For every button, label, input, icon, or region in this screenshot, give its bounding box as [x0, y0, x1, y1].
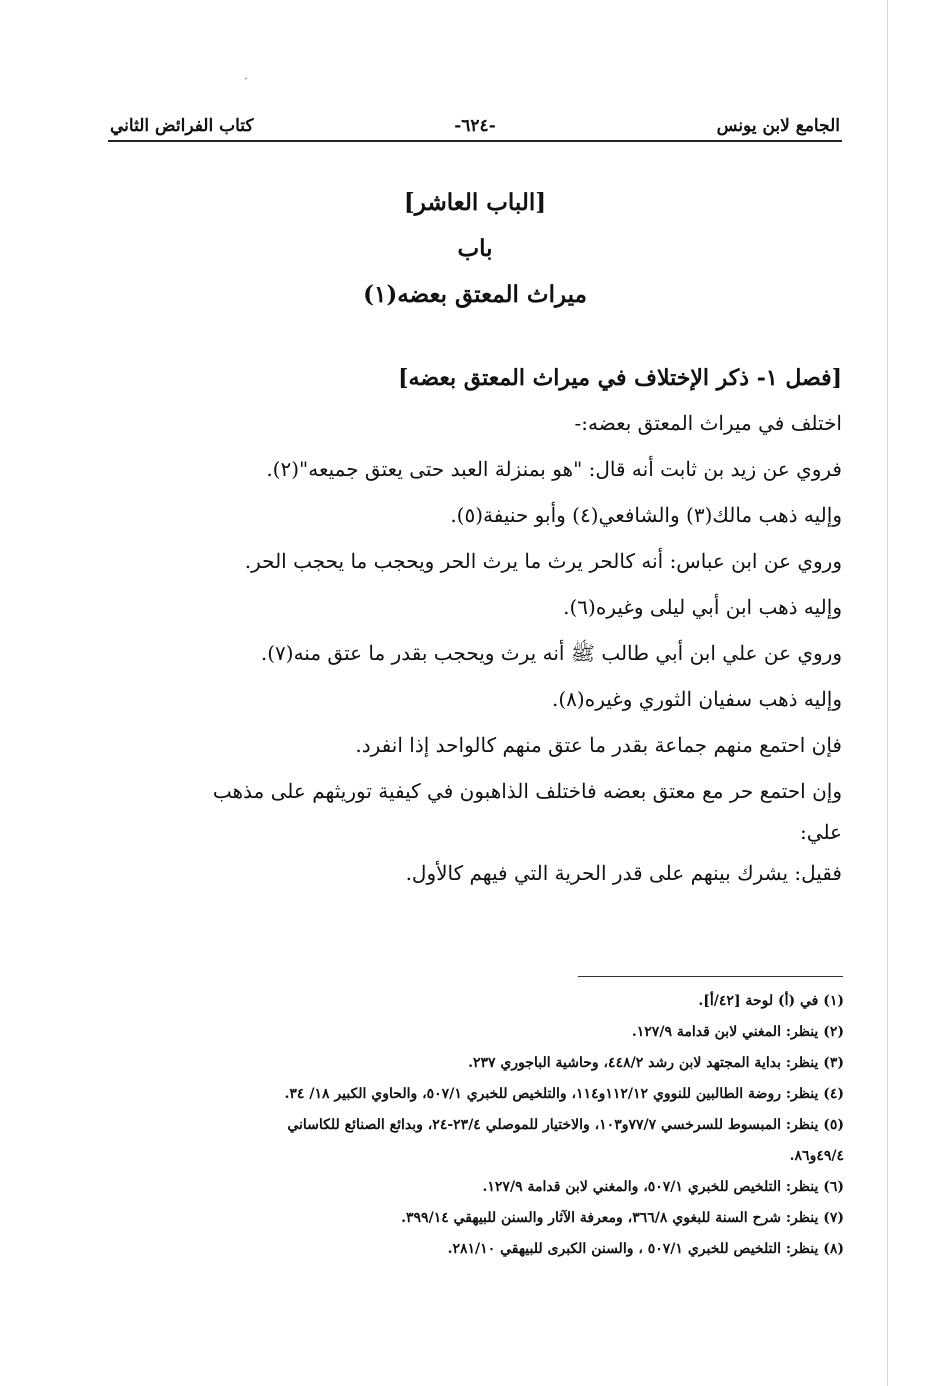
- chapter-titles: [108, 180, 842, 318]
- scan-speck: ˏ: [244, 66, 248, 80]
- footnote: (٣) ينظر: بداية المجتهد لابن رشد ٤٤٨/٢، وحاشية الباجوري ٢٣٧.: [468, 1055, 844, 1071]
- paragraph: فقيل: يشرك بينهم على قدر الحرية التي فيهم كالأول.: [405, 861, 842, 885]
- main-text: [108, 356, 842, 896]
- footnote: (٧) ينظر: شرح السنة للبغوي ٣٦٦/٨، ومعرفة الآثار والسنن للبيهقي ٣٩٩/١٤.: [401, 1210, 844, 1226]
- footnote: (٦) ينظر: التلخيص للخبري ٥٠٧/١، والمغني لابن قدامة ١٢٧/٩.: [482, 1179, 844, 1195]
- paragraph: فإن احتمع منهم جماعة بقدر ما عتق منهم كالواحد إذا انفرد.: [355, 733, 842, 757]
- paragraph: وإليه ذهب مالك(٣) والشافعي(٤) وأبو حنيفة(٥).: [450, 503, 842, 527]
- running-header: [108, 112, 842, 142]
- footnote-separator: [578, 976, 843, 977]
- paragraph: وروي عن ابن عباس: أنه كالحر يرث ما يرث الحر ويحجب ما يحجب الحر.: [244, 549, 842, 573]
- bab-title: باب: [457, 235, 493, 262]
- paragraph: وروي عن علي ابن أبي طالب ﷺ أنه يرث ويحجب بقدر ما عتق منه(٧).: [260, 641, 842, 665]
- paragraph: وإليه ذهب ابن أبي ليلى وغيره(٦).: [563, 595, 842, 619]
- chapter-title: [الباب العاشر]: [403, 189, 547, 216]
- section-heading: [فصل ١- ذكر الإختلاف في ميراث المعتق بعضه]: [398, 365, 842, 391]
- paragraph: وإليه ذهب سفيان الثوري وغيره(٨).: [552, 687, 842, 711]
- paragraph-continuation: علي:: [800, 820, 842, 844]
- footnote: (٤) ينظر: روضة الطالبين للنووي ١١٢/١٢و١١٤، والتلخيص للخبري ٥٠٧/١، والحاوي الكبير ١٨/ ٣٤.: [284, 1086, 844, 1102]
- footnote: (١) في (أ) لوحة [٤٢/أ].: [698, 993, 844, 1009]
- footnote: (٢) ينظر: المغني لابن قدامة ١٢٧/٩.: [631, 1024, 844, 1040]
- footnote: (٥) ينظر: المبسوط للسرخسي ٧٧/٧و١٠٣، والاختيار للموصلي ٢٣/٤-٢٤، وبدائع الصنائع للكاساني: [287, 1117, 844, 1133]
- subject-title: ميراث المعتق بعضه(١): [363, 281, 587, 308]
- page-edge-line: [887, 0, 888, 1386]
- header-section-title: كتاب الفرائض الثاني: [110, 116, 254, 136]
- header-page-number: -٦٢٤-: [454, 116, 496, 136]
- footnote-continuation: ٤٩/٤و٨٦.: [789, 1148, 844, 1164]
- header-book-title: الجامع لابن يونس: [716, 116, 840, 136]
- footnotes: [108, 986, 844, 1265]
- footnote: (٨) ينظر: التلخيص للخبري ٥٠٧/١ ، والسنن الكبرى للبيهقي ٢٨١/١٠.: [447, 1241, 844, 1257]
- paragraph: اختلف في ميراث المعتق بعضه:-: [574, 411, 842, 435]
- paragraph: فروي عن زيد بن ثابت أنه قال: "هو بمنزلة العبد حتى يعتق جميعه"(٢).: [266, 457, 842, 481]
- paragraph: وإن احتمع حر مع معتق بعضه فاختلف الذاهبون في كيفية توريثهم على مذهب: [212, 779, 842, 803]
